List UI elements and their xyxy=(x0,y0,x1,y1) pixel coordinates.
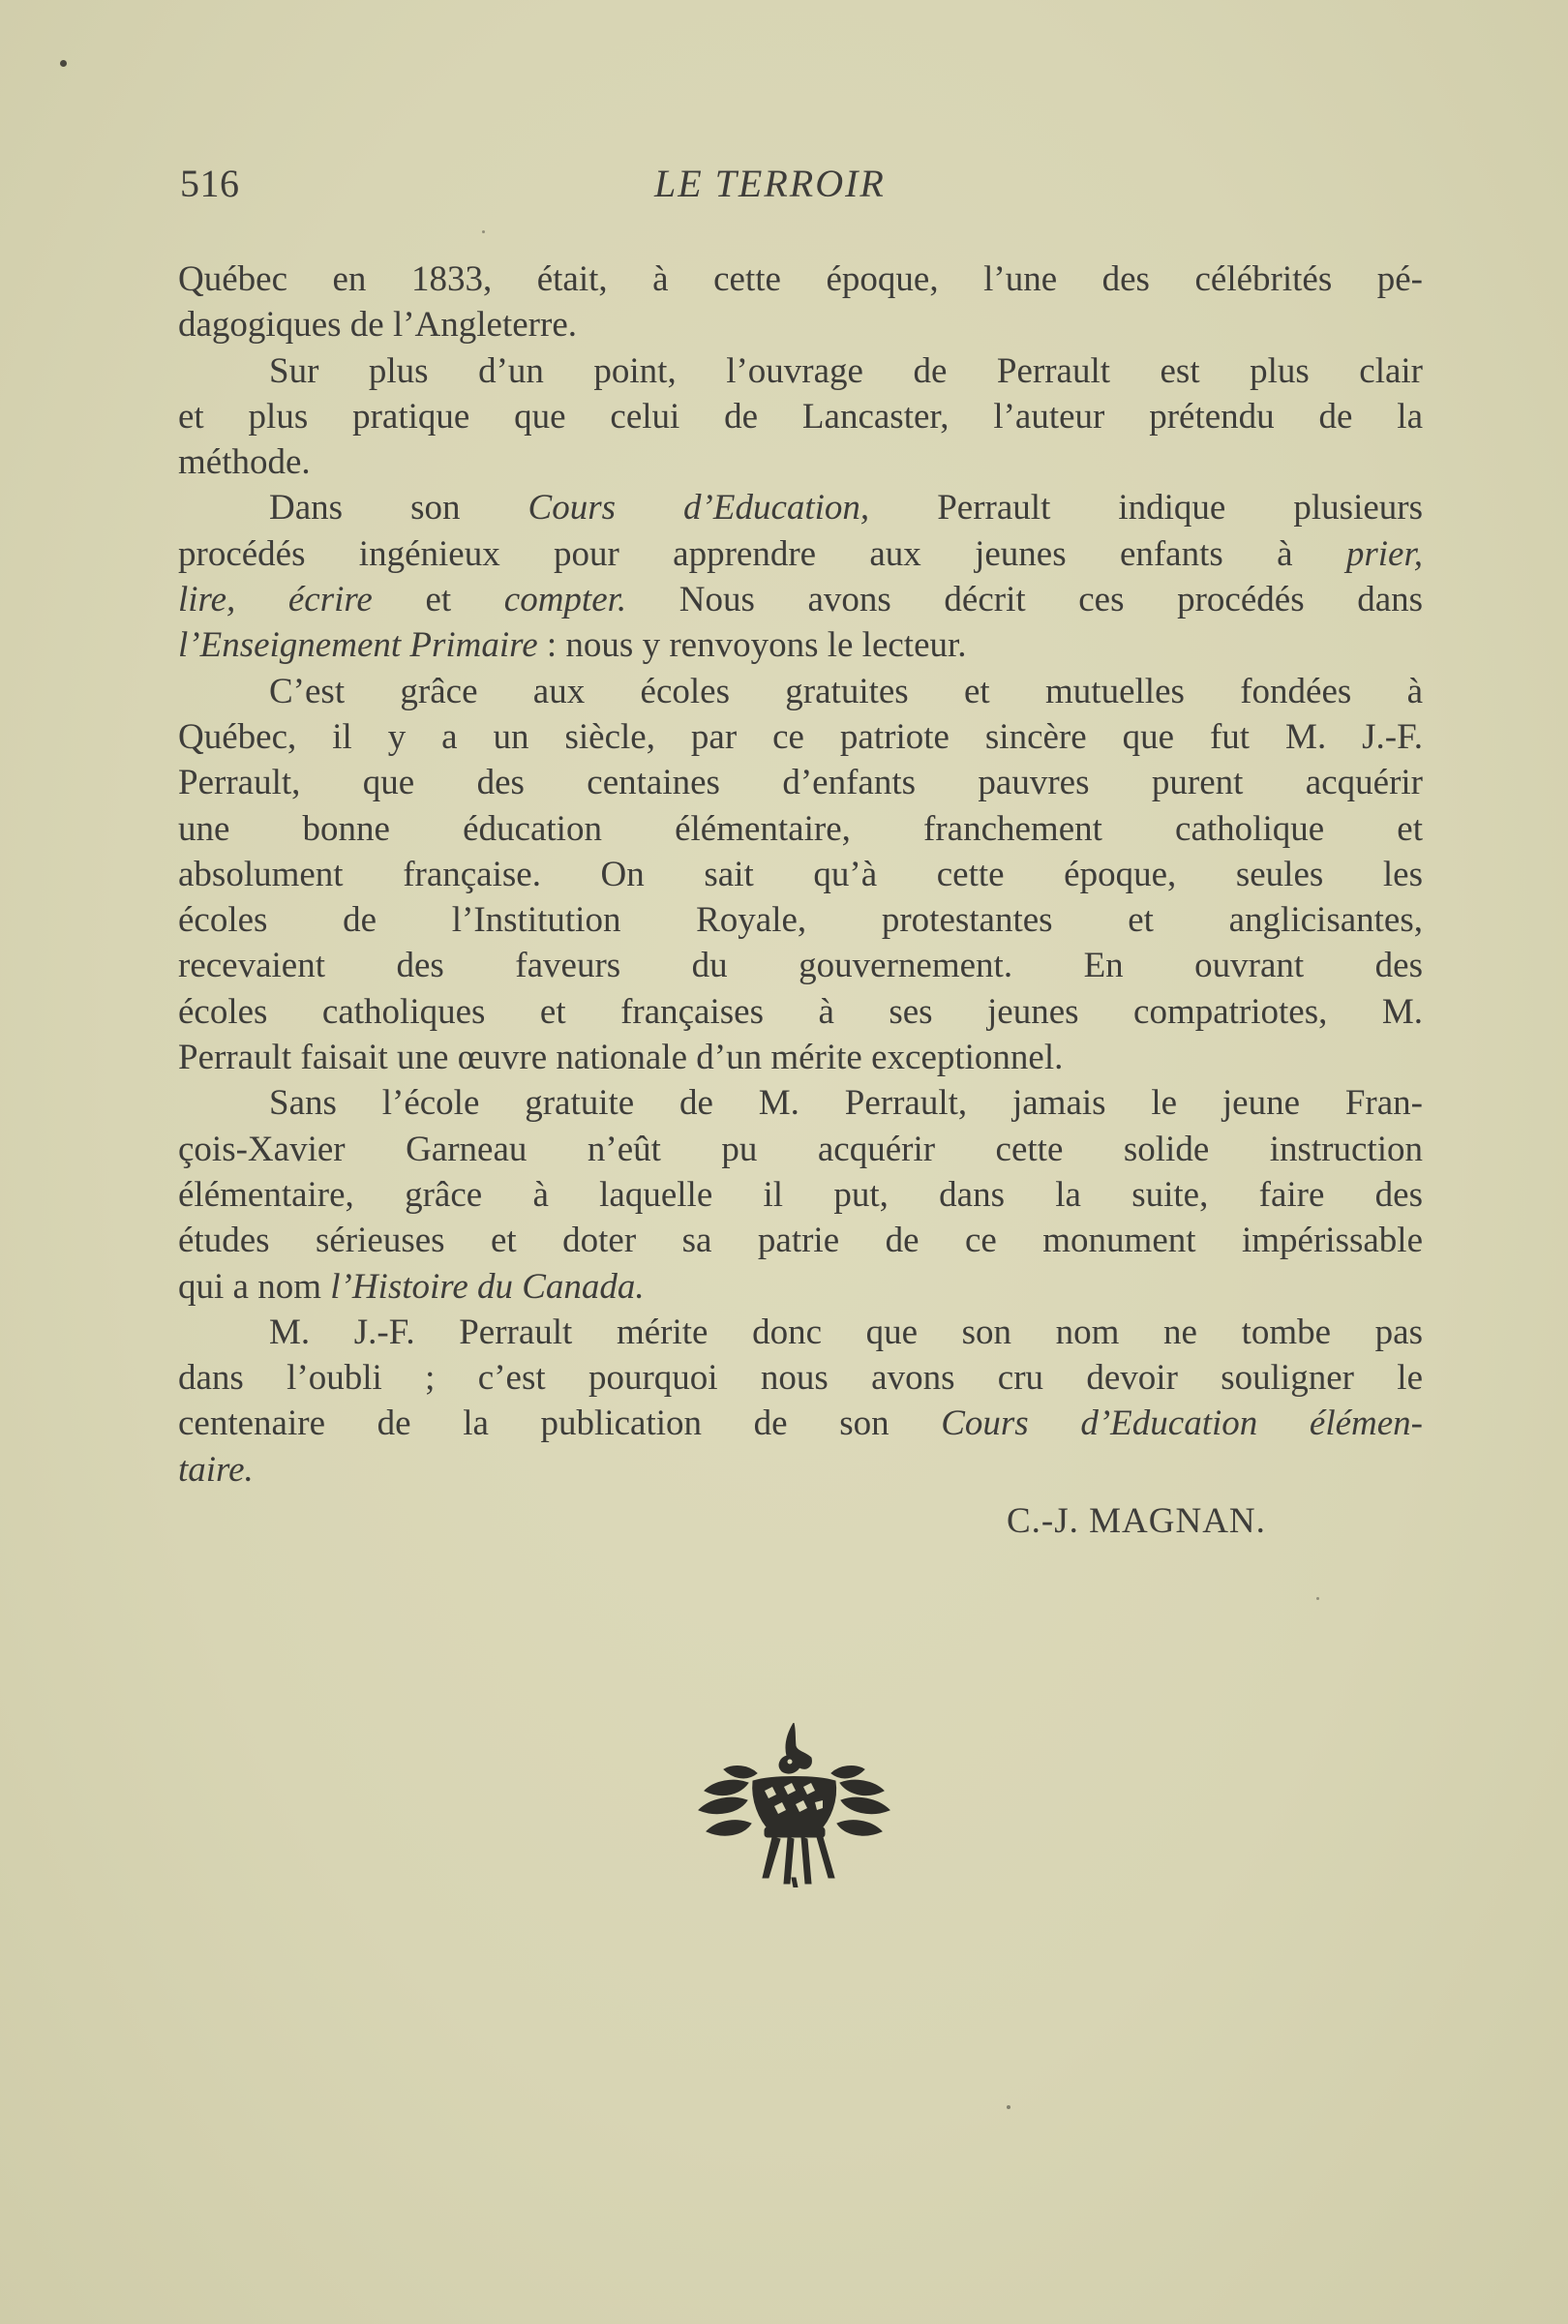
text-line: méthode. xyxy=(178,442,311,483)
text-line: études sérieuses et doter sa patrie de ce monument impérissable xyxy=(178,1221,1423,1261)
text-line: qui a nom l’Histoire du Canada. xyxy=(178,1266,645,1307)
wheat-sheaf-bird-icon xyxy=(695,1723,893,1887)
page-number: 516 xyxy=(180,162,240,205)
text-line: dans l’oubli ; c’est pourquoi nous avons cru devoir souligner le xyxy=(178,1358,1423,1399)
text-line: Sans l’école gratuite de M. Perrault, jamais le jeune Fran- xyxy=(269,1083,1423,1124)
text-line: çois-Xavier Garneau n’eût pu acquérir cette solide instruction xyxy=(178,1129,1423,1169)
ink-speck xyxy=(1316,1597,1319,1600)
running-header xyxy=(180,161,1429,219)
text-line: M. J.-F. Perrault mérite donc que son nom ne tombe pas xyxy=(269,1312,1423,1352)
text-line: recevaient des faveurs du gouvernement. En ouvrant des xyxy=(178,946,1423,986)
text-line: écoles de l’Institution Royale, protestantes et anglicisantes, xyxy=(178,900,1423,941)
ink-speck xyxy=(1007,2105,1010,2109)
text-line: une bonne éducation élémentaire, franchement catholique et xyxy=(178,808,1423,849)
text-line: Québec, il y a un siècle, par ce patriote sincère que fut M. J.-F. xyxy=(178,716,1423,757)
ink-speck xyxy=(60,60,67,67)
text-line: écoles catholiques et françaises à ses jeunes compatriotes, M. xyxy=(178,991,1423,1032)
text-line: et plus pratique que celui de Lancaster, l’auteur prétendu de la xyxy=(178,396,1423,437)
text-line: centenaire de la publication de son Cours d’Education élémen- xyxy=(178,1403,1423,1444)
text-line: élémentaire, grâce à laquelle il put, dans la suite, faire des xyxy=(178,1174,1423,1215)
ink-speck xyxy=(482,230,485,233)
text-line: lire, écrire et compter. Nous avons décrit ces procédés dans xyxy=(178,580,1423,620)
text-line: Dans son Cours d’Education, Perrault indique plusieurs xyxy=(269,488,1423,528)
running-title: LE TERROIR xyxy=(654,162,886,205)
text-line: Perrault faisait une œuvre nationale d’un mérite exceptionnel. xyxy=(178,1038,1064,1078)
text-line: Québec en 1833, était, à cette époque, l’une des célébrités pé- xyxy=(178,259,1423,299)
text-line: absolument française. On sait qu’à cette époque, seules les xyxy=(178,854,1423,894)
text-line: dagogiques de l’Angleterre. xyxy=(178,305,577,346)
text-line: Sur plus d’un point, l’ouvrage de Perrault est plus clair xyxy=(269,350,1423,391)
text-line: l’Enseignement Primaire : nous y renvoyons le lecteur. xyxy=(178,625,967,666)
text-line: C’est grâce aux écoles gratuites et mutuelles fondées à xyxy=(269,671,1423,711)
article-body xyxy=(178,257,1423,1493)
author-signature: C.-J. MAGNAN. xyxy=(1007,1501,1266,1541)
text-line: taire. xyxy=(178,1449,254,1490)
text-line: procédés ingénieux pour apprendre aux jeunes enfants à prier, xyxy=(178,533,1423,574)
text-line: Perrault, que des centaines d’enfants pauvres purent acquérir xyxy=(178,763,1423,803)
